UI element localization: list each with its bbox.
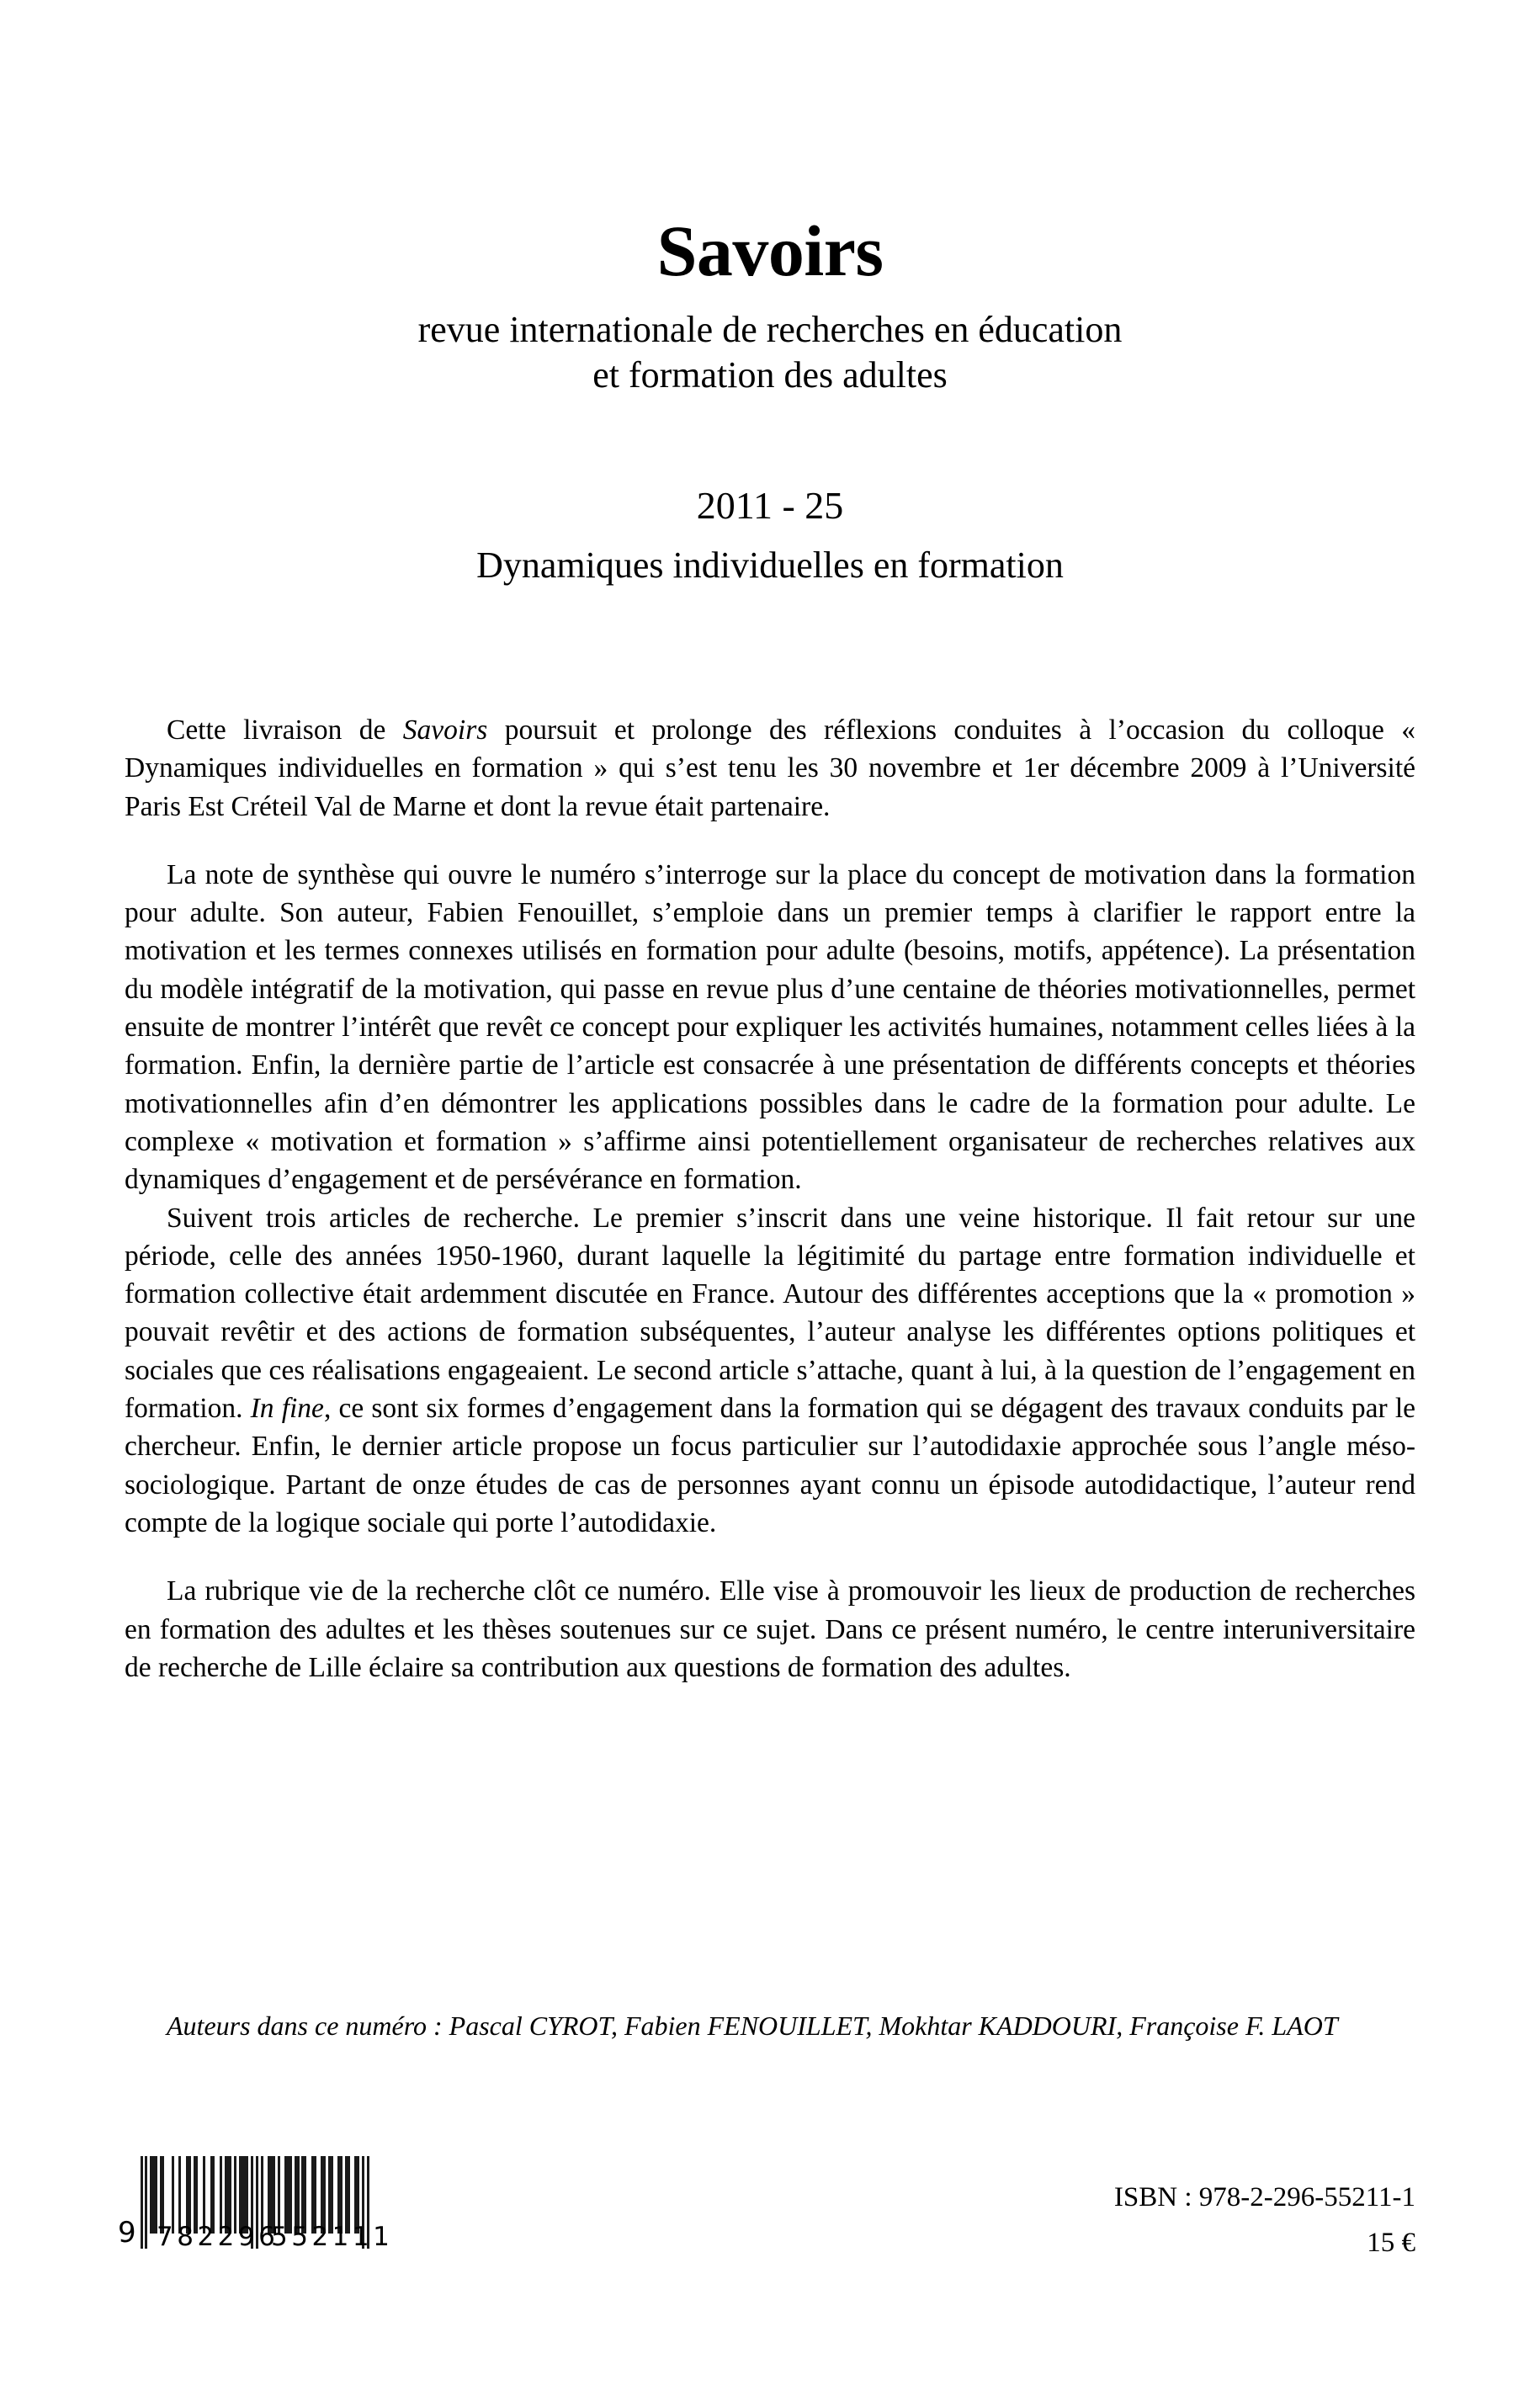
paragraph-1 xyxy=(125,711,1415,826)
authors-list: Auteurs dans ce numéro : Pascal CYROT, Fabien FENOUILLET, Mokhtar KADDOURI, Françoise F. LAOT xyxy=(167,2011,1338,2041)
paragraph-2: La note de synthèse qui ouvre le numéro s’interroge sur la place du concept de motivation dans la formation pour adulte. Son auteur, Fabien Fenouillet, s’emploie dans un premier temps à clarifier le rapport entre la motivation et les termes connexes utilisés en formation pour adulte (besoins, motifs, appétence). La présentation du modèle intégratif de la motivation, qui passe en revue plus d’une centaine de théories motivationnelles, permet ensuite de montrer l’intérêt que revêt ce concept pour expliquer les activités humaines, notamment celles liées à la formation. Enfin, la dernière partie de l’article est consacrée à une présentation de différents concepts et théories motivationnelles afin d’en démontrer les applications possibles dans le cadre de la formation pour adulte. Le complexe « motivation et formation » s’affirme ainsi potentiellement organisateur de recherches relatives aux dynamiques d’engagement et de persévérance en formation. xyxy=(125,858,1415,1196)
barcode-lead-digit: 9 xyxy=(118,2216,136,2250)
paragraph-3 xyxy=(125,1199,1415,1543)
masthead xyxy=(125,210,1415,397)
isbn-area xyxy=(943,2178,1415,2262)
isbn-number: ISBN : 978-2-296-55211-1 xyxy=(1113,2182,1415,2212)
price: 15 € xyxy=(1367,2228,1415,2258)
issue-theme: Dynamiques individuelles en formation xyxy=(476,544,1064,587)
journal-subtitle-line-2: et formation des adultes xyxy=(592,353,948,396)
paragraph-3-text-b: , ce sont six formes d’engagement dans la formation qui se dégagent des travaux conduits par le chercheur. Enfin, le dernier article propose un focus particulier sur l’autodidaxie approchée sous l’angle méso-sociologique. Partant de onze études de cas de personnes ayant connu un épisode autodidactique, l’auteur rend compte de la logique sociale qui porte l’autodidaxie. xyxy=(125,1393,1416,1538)
paragraph-1-text-a: Cette livraison de xyxy=(167,714,403,746)
paragraph-3-text-a: Suivent trois articles de recherche. Le premier s’inscrit dans une veine historique. Il fait retour sur une période, celle des années 1950-1960, durant laquelle la légitimité du partage entre formation individuelle et formation collective était ardemment discutée en France. Autour des différentes acceptions que la « promotion » pouvait revêtir et des actions de formation subséquentes, l’auteur analyse les différentes options politiques et sociales que ces réalisations engageaient. Le second article s’attache, quant à lui, à la question de l’engagement en formation. xyxy=(125,1202,1415,1425)
barcode-digit-group-right: 552111 xyxy=(271,2222,394,2252)
abstract-body xyxy=(125,711,1415,1686)
in-fine-italic: In fine xyxy=(250,1393,324,1425)
journal-name-italic: Savoirs xyxy=(402,714,488,746)
journal-subtitle xyxy=(125,307,1415,397)
barcode-digit-group-left: 782296 xyxy=(157,2222,279,2252)
journal-title: Savoirs xyxy=(656,210,884,291)
journal-subtitle-line-1: revue internationale de recherches en éducation xyxy=(417,309,1123,350)
barcode-area xyxy=(118,2154,396,2252)
issue-block xyxy=(125,482,1415,588)
paragraph-4: La rubrique vie de la recherche clôt ce numéro. Elle vise à promouvoir les lieux de production de recherches en formation des adultes et les thèses soutenues sur ce sujet. Dans ce présent numéro, le centre interuniversitaire de recherche de Lille éclaire sa contribution aux questions de formation des adultes. xyxy=(125,1575,1415,1683)
paragraph-1-text-b: poursuit et prolonge des réflexions conduites à l’occasion du colloque « Dynamiques individuelles en formation » qui s’est tenu les 30 novembre et 1er décembre 2009 à l’Université Paris Est Créteil Val de Marne et dont la revue était partenaire. xyxy=(125,714,1415,822)
barcode-digits xyxy=(118,2222,396,2252)
issue-number: 2011 - 25 xyxy=(696,484,844,527)
